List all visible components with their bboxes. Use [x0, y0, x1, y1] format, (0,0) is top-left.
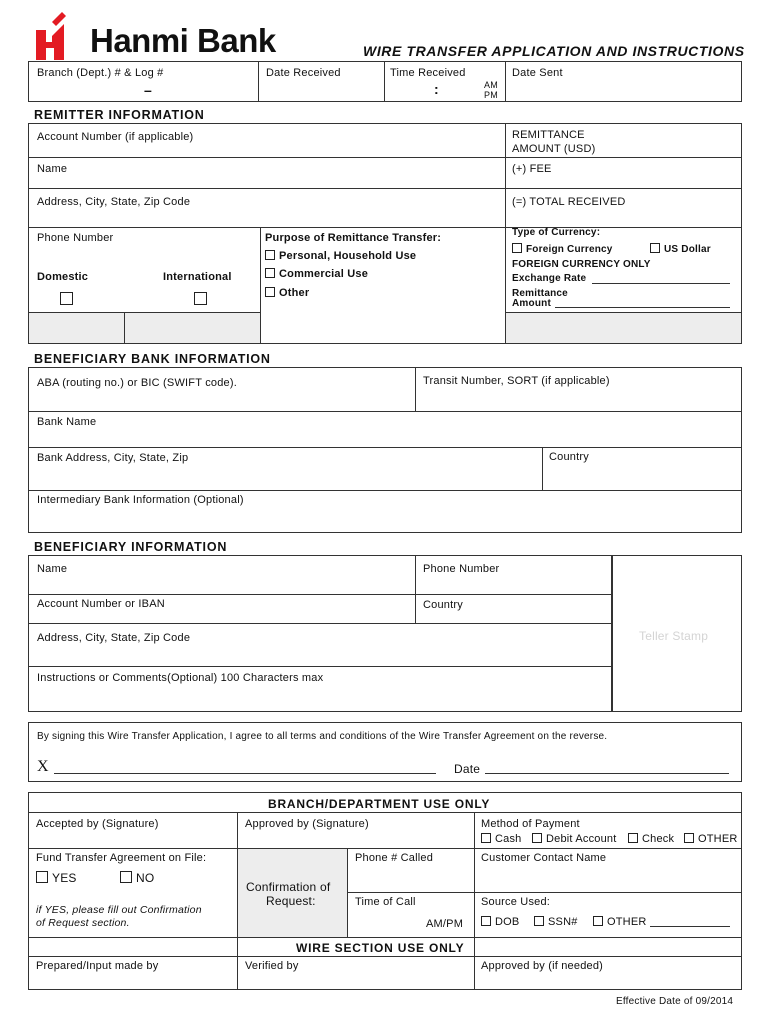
no-checkbox[interactable] [120, 871, 132, 883]
effective-date: Effective Date of 09/2014 [616, 996, 734, 1007]
check-checkbox[interactable] [628, 833, 638, 843]
bank-address-field[interactable]: Bank Address, City, State, Zip [37, 452, 189, 464]
source-other-line[interactable] [650, 926, 730, 927]
fund-transfer-yes[interactable]: YES [36, 871, 77, 885]
if-yes-note-1: if YES, please fill out Confirmation [36, 904, 202, 916]
purpose-commercial-checkbox[interactable] [265, 268, 275, 278]
payment-option-check[interactable]: Check [628, 833, 674, 845]
foreign-currency-option[interactable]: Foreign Currency [512, 243, 613, 255]
debit-account-checkbox[interactable] [532, 833, 542, 843]
confirmation-label-1: Confirmation of [246, 880, 331, 894]
dob-checkbox[interactable] [481, 916, 491, 926]
confirmation-label-2: Request: [266, 894, 316, 908]
currency-title: Type of Currency: [512, 227, 601, 238]
agreement-date-label: Date [454, 762, 481, 776]
remitter-heading: REMITTER INFORMATION [34, 108, 205, 122]
remittance-label-1: Remittance [512, 288, 568, 299]
bank-country-field[interactable]: Country [549, 451, 589, 463]
teller-stamp-label: Teller Stamp [639, 629, 709, 643]
remittance-amount-line[interactable] [555, 307, 730, 308]
yes-checkbox[interactable] [36, 871, 48, 883]
pm-label: PM [484, 90, 498, 100]
payment-option-cash[interactable]: Cash [481, 833, 521, 845]
beneficiary-name-field[interactable]: Name [37, 563, 68, 575]
remitter-phone-field[interactable]: Phone Number [37, 232, 114, 244]
ssn-checkbox[interactable] [534, 916, 544, 926]
fund-transfer-no[interactable]: NO [120, 871, 154, 885]
am-label: AM [484, 80, 498, 90]
date-received-field[interactable]: Date Received [266, 67, 341, 79]
purpose-option-personal[interactable]: Personal, Household Use [265, 250, 416, 262]
remitter-account-field[interactable]: Account Number (if applicable) [37, 131, 194, 143]
signature-line[interactable] [54, 773, 436, 774]
payment-option-other[interactable]: OTHER [684, 833, 738, 845]
verified-by-field[interactable]: Verified by [245, 960, 299, 972]
logo-mark-icon [32, 10, 82, 64]
if-yes-note-2: of Request section. [36, 917, 130, 929]
am-pm-label: AM/PM [426, 918, 464, 930]
agreement-text: By signing this Wire Transfer Application, I agree to all terms and conditions of the Wire Transfer Agreement on the reverse. [37, 731, 608, 742]
transit-field[interactable]: Transit Number, SORT (if applicable) [423, 375, 610, 387]
beneficiary-heading: BENEFICIARY INFORMATION [34, 540, 228, 554]
phone-called-field[interactable]: Phone # Called [355, 852, 434, 864]
beneficiary-bank-box [28, 367, 742, 533]
source-option-ssn[interactable]: SSN# [534, 916, 578, 928]
international-checkbox[interactable] [194, 292, 207, 305]
time-of-call-field[interactable]: Time of Call [355, 896, 416, 908]
source-option-other[interactable]: OTHER [593, 916, 647, 928]
purpose-other-checkbox[interactable] [265, 287, 275, 297]
exchange-rate-label: Exchange Rate [512, 273, 587, 284]
payment-other-checkbox[interactable] [684, 833, 694, 843]
exchange-rate-line[interactable] [592, 283, 730, 284]
purpose-option-other[interactable]: Other [265, 287, 309, 299]
beneficiary-phone-field[interactable]: Phone Number [423, 563, 500, 575]
wire-approved-by-field[interactable]: Approved by (if needed) [481, 960, 604, 972]
brand-name: Hanmi Bank [90, 22, 276, 59]
date-sent-field[interactable]: Date Sent [512, 67, 563, 79]
aba-field[interactable]: ABA (routing no.) or BIC (SWIFT code). [37, 377, 237, 389]
intermediary-field[interactable]: Intermediary Bank Information (Optional) [37, 494, 244, 506]
beneficiary-country-field[interactable]: Country [423, 599, 463, 611]
domestic-label: Domestic [37, 271, 89, 283]
remittance-amount-label-2: AMOUNT (USD) [512, 143, 596, 155]
prepared-by-field[interactable]: Prepared/Input made by [36, 960, 159, 972]
us-dollar-checkbox[interactable] [650, 243, 660, 253]
foreign-currency-checkbox[interactable] [512, 243, 522, 253]
agreement-date-line[interactable] [485, 773, 729, 774]
international-label: International [163, 271, 232, 283]
time-colon: : [434, 81, 439, 97]
branch-dash: – [144, 82, 152, 98]
remitter-name-field[interactable]: Name [37, 163, 68, 175]
source-other-checkbox[interactable] [593, 916, 603, 926]
accepted-by-field[interactable]: Accepted by (Signature) [36, 818, 159, 830]
remitter-address-field[interactable]: Address, City, State, Zip Code [37, 196, 191, 208]
hanmi-logo [32, 10, 332, 64]
remittance-amount-label: REMITTANCE [512, 129, 585, 141]
purpose-personal-checkbox[interactable] [265, 250, 275, 260]
instructions-field[interactable]: Instructions or Comments(Optional) 100 Characters max [37, 672, 324, 684]
remittance-label-2: Amount [512, 298, 551, 309]
source-used-label: Source Used: [481, 896, 551, 908]
foreign-only-label: FOREIGN CURRENCY ONLY [512, 259, 651, 270]
form-title: WIRE TRANSFER APPLICATION AND INSTRUCTIONS [363, 43, 745, 59]
beneficiary-bank-heading: BENEFICIARY BANK INFORMATION [34, 352, 271, 366]
source-option-dob[interactable]: DOB [481, 916, 519, 928]
branch-use-heading: BRANCH/DEPARTMENT USE ONLY [268, 797, 491, 811]
branch-log-field[interactable]: Branch (Dept.) # & Log # [37, 67, 164, 79]
customer-contact-field[interactable]: Customer Contact Name [481, 852, 607, 864]
payment-option-debit[interactable]: Debit Account [532, 833, 616, 845]
approved-by-field[interactable]: Approved by (Signature) [245, 818, 369, 830]
total-received-field[interactable]: (=) TOTAL RECEIVED [512, 196, 626, 208]
fee-field[interactable]: (+) FEE [512, 163, 552, 175]
signature-x: X [37, 758, 49, 775]
beneficiary-address-field[interactable]: Address, City, State, Zip Code [37, 632, 191, 644]
cash-checkbox[interactable] [481, 833, 491, 843]
bank-name-field[interactable]: Bank Name [37, 416, 97, 428]
purpose-option-commercial[interactable]: Commercial Use [265, 268, 368, 280]
beneficiary-account-field[interactable]: Account Number or IBAN [37, 598, 165, 610]
wire-section-heading: WIRE SECTION USE ONLY [296, 941, 465, 955]
method-of-payment-label: Method of Payment [481, 818, 580, 830]
purpose-title: Purpose of Remittance Transfer: [265, 232, 442, 244]
fund-transfer-label: Fund Transfer Agreement on File: [36, 852, 207, 864]
us-dollar-option[interactable]: US Dollar [650, 243, 711, 255]
domestic-checkbox[interactable] [60, 292, 73, 305]
time-received-field[interactable]: Time Received [390, 67, 466, 79]
